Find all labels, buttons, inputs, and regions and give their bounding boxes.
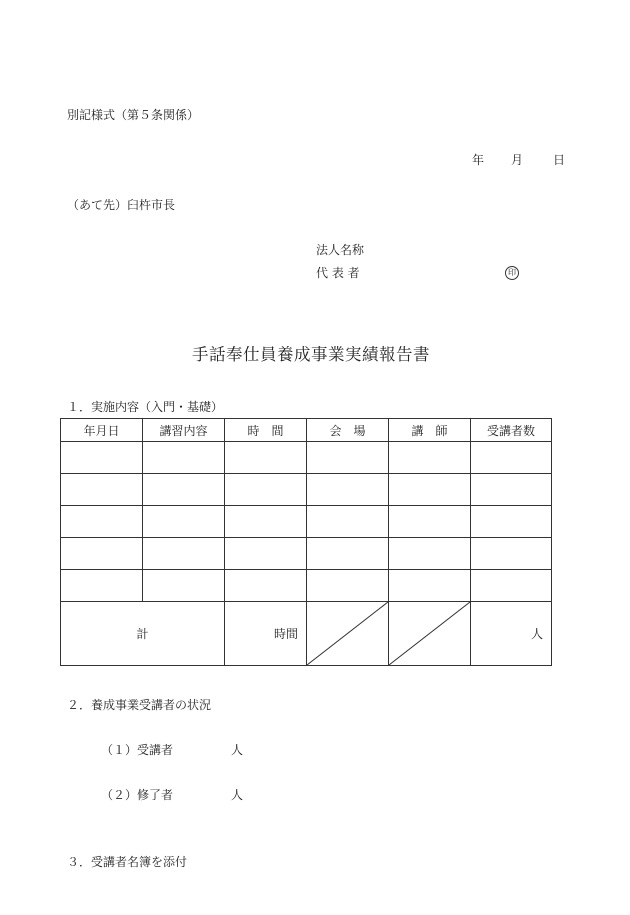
table-cell[interactable] [307, 506, 389, 538]
section3-heading: ３．受講者名簿を添付 [67, 855, 188, 869]
table-cell[interactable] [61, 570, 143, 602]
table-cell[interactable] [389, 474, 471, 506]
table-cell[interactable] [307, 474, 389, 506]
section1-heading: １．実施内容（入門・基礎） [67, 400, 224, 414]
table-cell[interactable] [143, 474, 225, 506]
table-cell[interactable] [389, 442, 471, 474]
table-cell[interactable] [225, 538, 307, 570]
table-cell[interactable] [61, 474, 143, 506]
table-row [61, 506, 552, 538]
table-cell[interactable] [61, 506, 143, 538]
table-cell[interactable] [307, 442, 389, 474]
table-cell[interactable] [143, 570, 225, 602]
table-cell[interactable] [389, 570, 471, 602]
table-row [61, 570, 552, 602]
table-cell[interactable] [143, 442, 225, 474]
table-row [61, 442, 552, 474]
total-venue-crossed [307, 602, 389, 666]
table-cell[interactable] [61, 442, 143, 474]
document-title: 手話奉仕員養成事業実績報告書 [192, 345, 430, 364]
header-date: 年月日 [61, 419, 143, 442]
date-day-label: 日 [553, 153, 566, 167]
date-month-label: 月 [511, 153, 524, 167]
table-cell[interactable] [471, 570, 552, 602]
diagonal-slash [307, 602, 388, 665]
table-cell[interactable] [61, 538, 143, 570]
attendees-label: （１）受講者 [101, 743, 174, 757]
diagonal-slash [389, 602, 470, 665]
table-cell[interactable] [225, 474, 307, 506]
section2-heading: ２．養成事業受講者の状況 [67, 698, 212, 712]
total-row [61, 602, 552, 666]
header-time: 時 間 [225, 419, 307, 442]
addressee: （あて先）臼杵市長 [67, 198, 176, 212]
table-cell[interactable] [143, 506, 225, 538]
graduates-unit: 人 [231, 788, 244, 802]
table-cell[interactable] [225, 506, 307, 538]
total-hours-unit: 時間 [225, 602, 307, 666]
table-cell[interactable] [471, 538, 552, 570]
table-cell[interactable] [225, 442, 307, 474]
table-row [61, 474, 552, 506]
date-year-label: 年 [472, 153, 485, 167]
corp-name-label: 法人名称 [316, 243, 365, 257]
total-people-unit: 人 [471, 602, 552, 666]
representative-label: 代 表 者 [316, 266, 360, 280]
graduates-label: （２）修了者 [101, 788, 174, 802]
total-instructor-crossed [389, 602, 471, 666]
table-cell[interactable] [307, 570, 389, 602]
table-cell[interactable] [389, 506, 471, 538]
table-cell[interactable] [225, 570, 307, 602]
header-instructor: 講 師 [389, 419, 471, 442]
table-row [61, 538, 552, 570]
table-cell[interactable] [389, 538, 471, 570]
header-content: 講習内容 [143, 419, 225, 442]
table-cell[interactable] [471, 474, 552, 506]
total-label: 計 [61, 602, 225, 666]
table-header-row [61, 419, 552, 442]
header-attendees: 受講者数 [471, 419, 552, 442]
table-cell[interactable] [143, 538, 225, 570]
table-cell[interactable] [471, 506, 552, 538]
table-cell[interactable] [307, 538, 389, 570]
form-label: 別記様式（第５条関係） [67, 108, 200, 122]
header-venue: 会 場 [307, 419, 389, 442]
report-table [60, 418, 552, 666]
attendees-unit: 人 [231, 743, 244, 757]
seal-mark: 印 [505, 264, 519, 280]
table-cell[interactable] [471, 442, 552, 474]
